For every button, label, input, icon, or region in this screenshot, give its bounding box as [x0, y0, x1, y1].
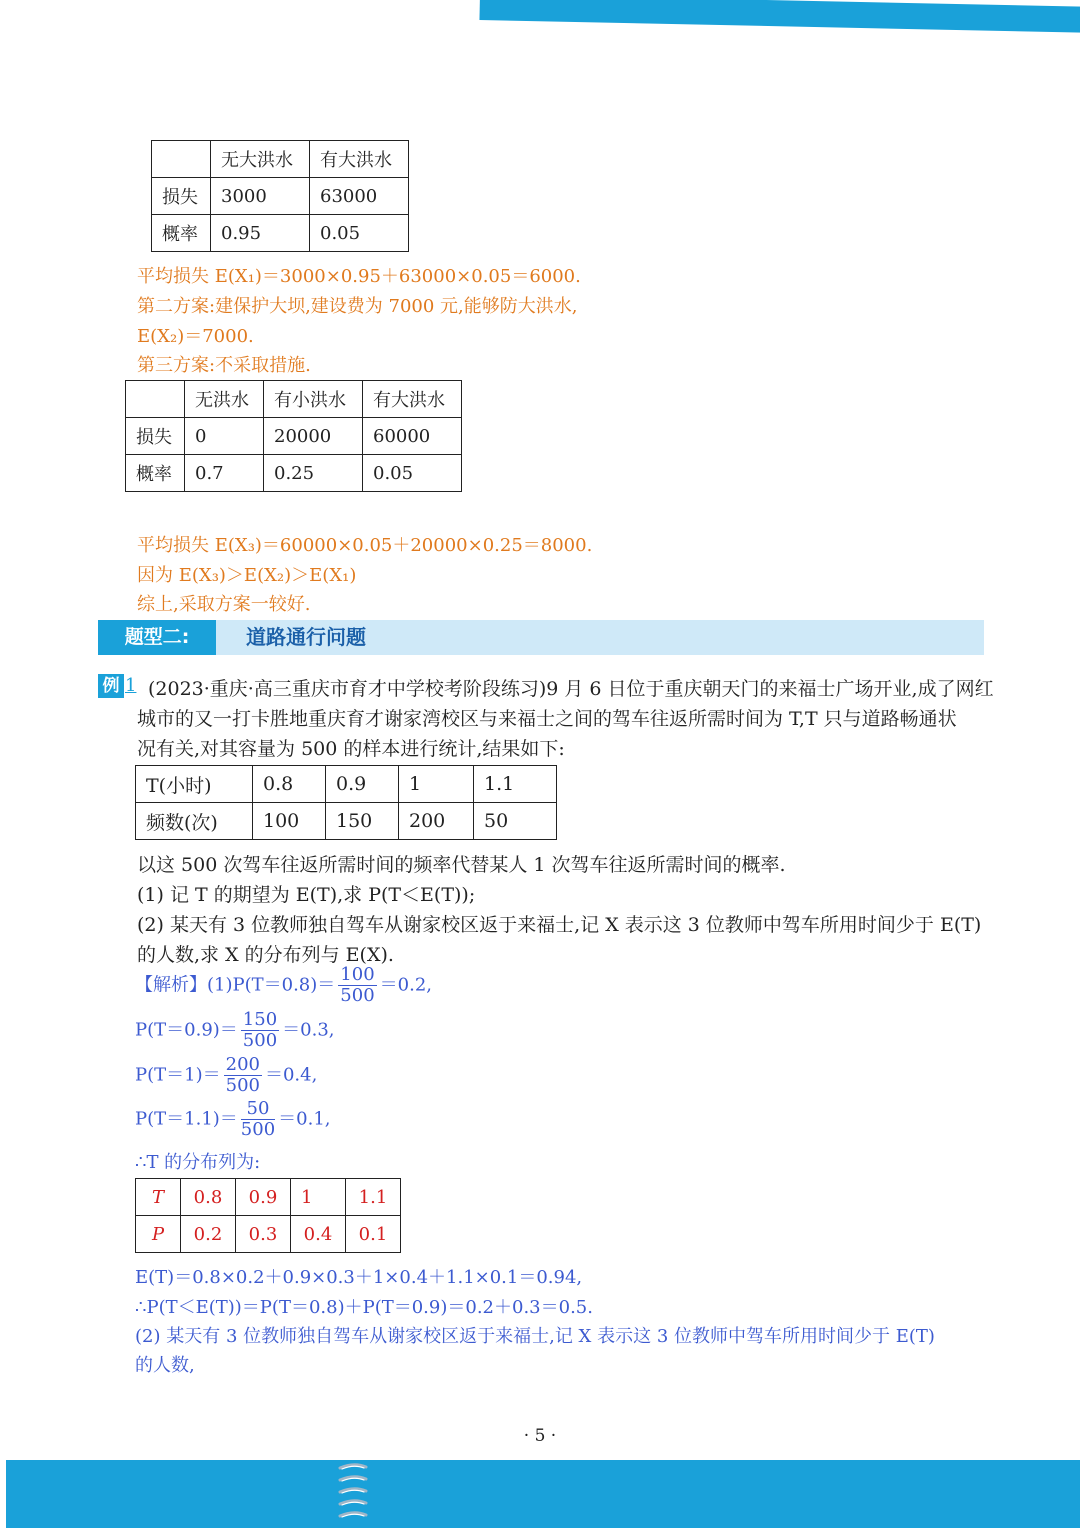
table-cell: P [136, 1216, 181, 1253]
top-decorative-stripe [479, 0, 1080, 33]
fraction [338, 966, 376, 1005]
section-tag: 题型二: [98, 620, 216, 655]
plan3-loss-table [125, 380, 462, 492]
solution-line1 [135, 966, 432, 1005]
solution-expr: P(T＝1)＝ [135, 1064, 221, 1086]
solution-expr: P(T＝0.9)＝ [135, 1019, 238, 1041]
table-row [136, 803, 557, 840]
table-cell: 0 [185, 418, 264, 455]
table-cell: 有小洪水 [264, 381, 363, 418]
solution-line2 [135, 1011, 335, 1050]
solution-expr: P(T＝1.1)＝ [135, 1108, 238, 1130]
comparison-line: 因为 E(X₃)＞E(X₂)＞E(X₁) [137, 565, 357, 586]
table-cell: 150 [326, 803, 399, 840]
plan2-description: 第二方案:建保护大坝,建设费为 7000 元,能够防大洪水, [137, 296, 578, 317]
table-row [136, 766, 557, 803]
solution-expr: 【解析】(1)P(T＝0.8)＝ [135, 974, 336, 996]
table-row [136, 1179, 401, 1216]
conclusion-line: 综上,采取方案一较好. [137, 594, 311, 615]
table-row [152, 178, 409, 215]
fraction-denominator: 500 [225, 1075, 260, 1096]
table-cell: 有大洪水 [363, 381, 462, 418]
fraction-denominator: 500 [340, 985, 375, 1006]
section-banner [98, 620, 984, 655]
table-cell: 1.1 [346, 1179, 401, 1216]
plan3-average-loss: 平均损失 E(X₃)＝60000×0.05＋20000×0.25＝8000. [137, 535, 593, 556]
solution-line3 [135, 1056, 317, 1095]
part2-solution-line2: 的人数, [135, 1355, 195, 1376]
fraction-numerator: 100 [340, 964, 375, 985]
expectation-line: E(T)＝0.8×0.2＋0.9×0.3＋1×0.4＋1.1×0.1＝0.94, [135, 1267, 583, 1288]
table-cell: 1 [291, 1179, 346, 1216]
example-number: 1 [125, 675, 137, 696]
table-cell: 0.8 [181, 1179, 236, 1216]
table-row [126, 381, 462, 418]
table-cell: 0.2 [181, 1216, 236, 1253]
plan2-expectation: E(X₂)＝7000. [137, 326, 254, 347]
table-row [136, 1216, 401, 1253]
table-cell: 0.8 [253, 766, 326, 803]
table-cell: 0.9 [236, 1179, 291, 1216]
table-cell: 0.05 [310, 215, 409, 252]
table-cell: 20000 [264, 418, 363, 455]
question-intro: 以这 500 次驾车往返所需时间的频率代替某人 1 次驾车往返所需时间的概率. [137, 854, 786, 876]
distribution-label: ∴T 的分布列为: [135, 1152, 261, 1173]
table-cell: 0.95 [211, 215, 310, 252]
spiral-binding-icon [336, 1462, 370, 1526]
fraction-denominator: 500 [240, 1119, 276, 1140]
footer-band [0, 1460, 1080, 1528]
table-cell: 无洪水 [185, 381, 264, 418]
solution-expr: ＝0.3, [282, 1019, 335, 1041]
example-text-line1: (2023·重庆·高三重庆市育才中学校考阶段练习)9 月 6 日位于重庆朝天门的来福士广场开业,成了网红 [148, 678, 994, 700]
plan1-loss-table [151, 140, 409, 252]
table-cell: 0.4 [291, 1216, 346, 1253]
table-row [152, 141, 409, 178]
table-row [152, 215, 409, 252]
solution-expr: ＝0.2, [379, 974, 433, 996]
table-cell: T(小时) [136, 766, 253, 803]
table-cell: 100 [253, 803, 326, 840]
example-text-line3: 况有关,对其容量为 500 的样本进行统计,结果如下: [137, 738, 565, 760]
part2-solution-line1: (2) 某天有 3 位教师独自驾车从谢家校区返于来福士,记 X 表示这 3 位教师中驾车所用时间少于 E(T) [135, 1326, 935, 1347]
question-part1: (1) 记 T 的期望为 E(T),求 P(T＜E(T)); [137, 884, 476, 906]
plan3-description: 第三方案:不采取措施. [137, 355, 311, 376]
table-cell: 频数(次) [136, 803, 253, 840]
table-cell: 0.05 [363, 455, 462, 492]
table-cell: 0.25 [264, 455, 363, 492]
table-cell: 损失 [152, 178, 211, 215]
solution-expr: ＝0.4, [264, 1064, 318, 1086]
table-cell: 0.7 [185, 455, 264, 492]
example-text-line2: 城市的又一打卡胜地重庆育才谢家湾校区与来福士之间的驾车往返所需时间为 T,T 只与道路畅通状 [137, 708, 957, 730]
frequency-table [135, 765, 557, 840]
probability-line: ∴P(T＜E(T))＝P(T＝0.8)＋P(T＝0.9)＝0.2＋0.3＝0.5. [135, 1297, 593, 1318]
fraction-numerator: 150 [242, 1009, 278, 1030]
table-cell: 无大洪水 [211, 141, 310, 178]
fraction-denominator: 500 [242, 1030, 278, 1051]
footer-edge [0, 1460, 6, 1528]
table-cell [152, 141, 211, 178]
section-title: 道路通行问题 [246, 625, 366, 649]
solution-line4 [135, 1100, 331, 1139]
table-cell: 1.1 [474, 766, 557, 803]
table-cell: T [136, 1179, 181, 1216]
page-number: · 5 · [523, 1426, 557, 1446]
fraction [241, 1011, 279, 1050]
table-cell: 概率 [152, 215, 211, 252]
table-cell: 50 [474, 803, 557, 840]
table-cell: 0.1 [346, 1216, 401, 1253]
fraction [241, 1100, 275, 1139]
solution-expr: ＝0.1, [278, 1108, 331, 1130]
question-part2-line2: 的人数,求 X 的分布列与 E(X). [137, 944, 394, 966]
table-cell: 有大洪水 [310, 141, 409, 178]
distribution-table [135, 1178, 401, 1253]
table-cell: 63000 [310, 178, 409, 215]
fraction-numerator: 200 [225, 1054, 260, 1075]
table-cell: 0.3 [236, 1216, 291, 1253]
example-tag: 例 [98, 674, 124, 698]
table-cell: 1 [399, 766, 474, 803]
question-part2-line1: (2) 某天有 3 位教师独自驾车从谢家校区返于来福士,记 X 表示这 3 位教师中驾车所用时间少于 E(T) [137, 914, 982, 936]
table-cell: 损失 [126, 418, 185, 455]
table-cell: 200 [399, 803, 474, 840]
table-cell [126, 381, 185, 418]
table-cell: 概率 [126, 455, 185, 492]
table-cell: 3000 [211, 178, 310, 215]
table-row [126, 455, 462, 492]
fraction-numerator: 50 [241, 1100, 275, 1120]
fraction [224, 1056, 262, 1095]
plan1-average-loss: 平均损失 E(X₁)＝3000×0.95＋63000×0.05＝6000. [137, 266, 581, 287]
table-row [126, 418, 462, 455]
table-cell: 60000 [363, 418, 462, 455]
table-cell: 0.9 [326, 766, 399, 803]
